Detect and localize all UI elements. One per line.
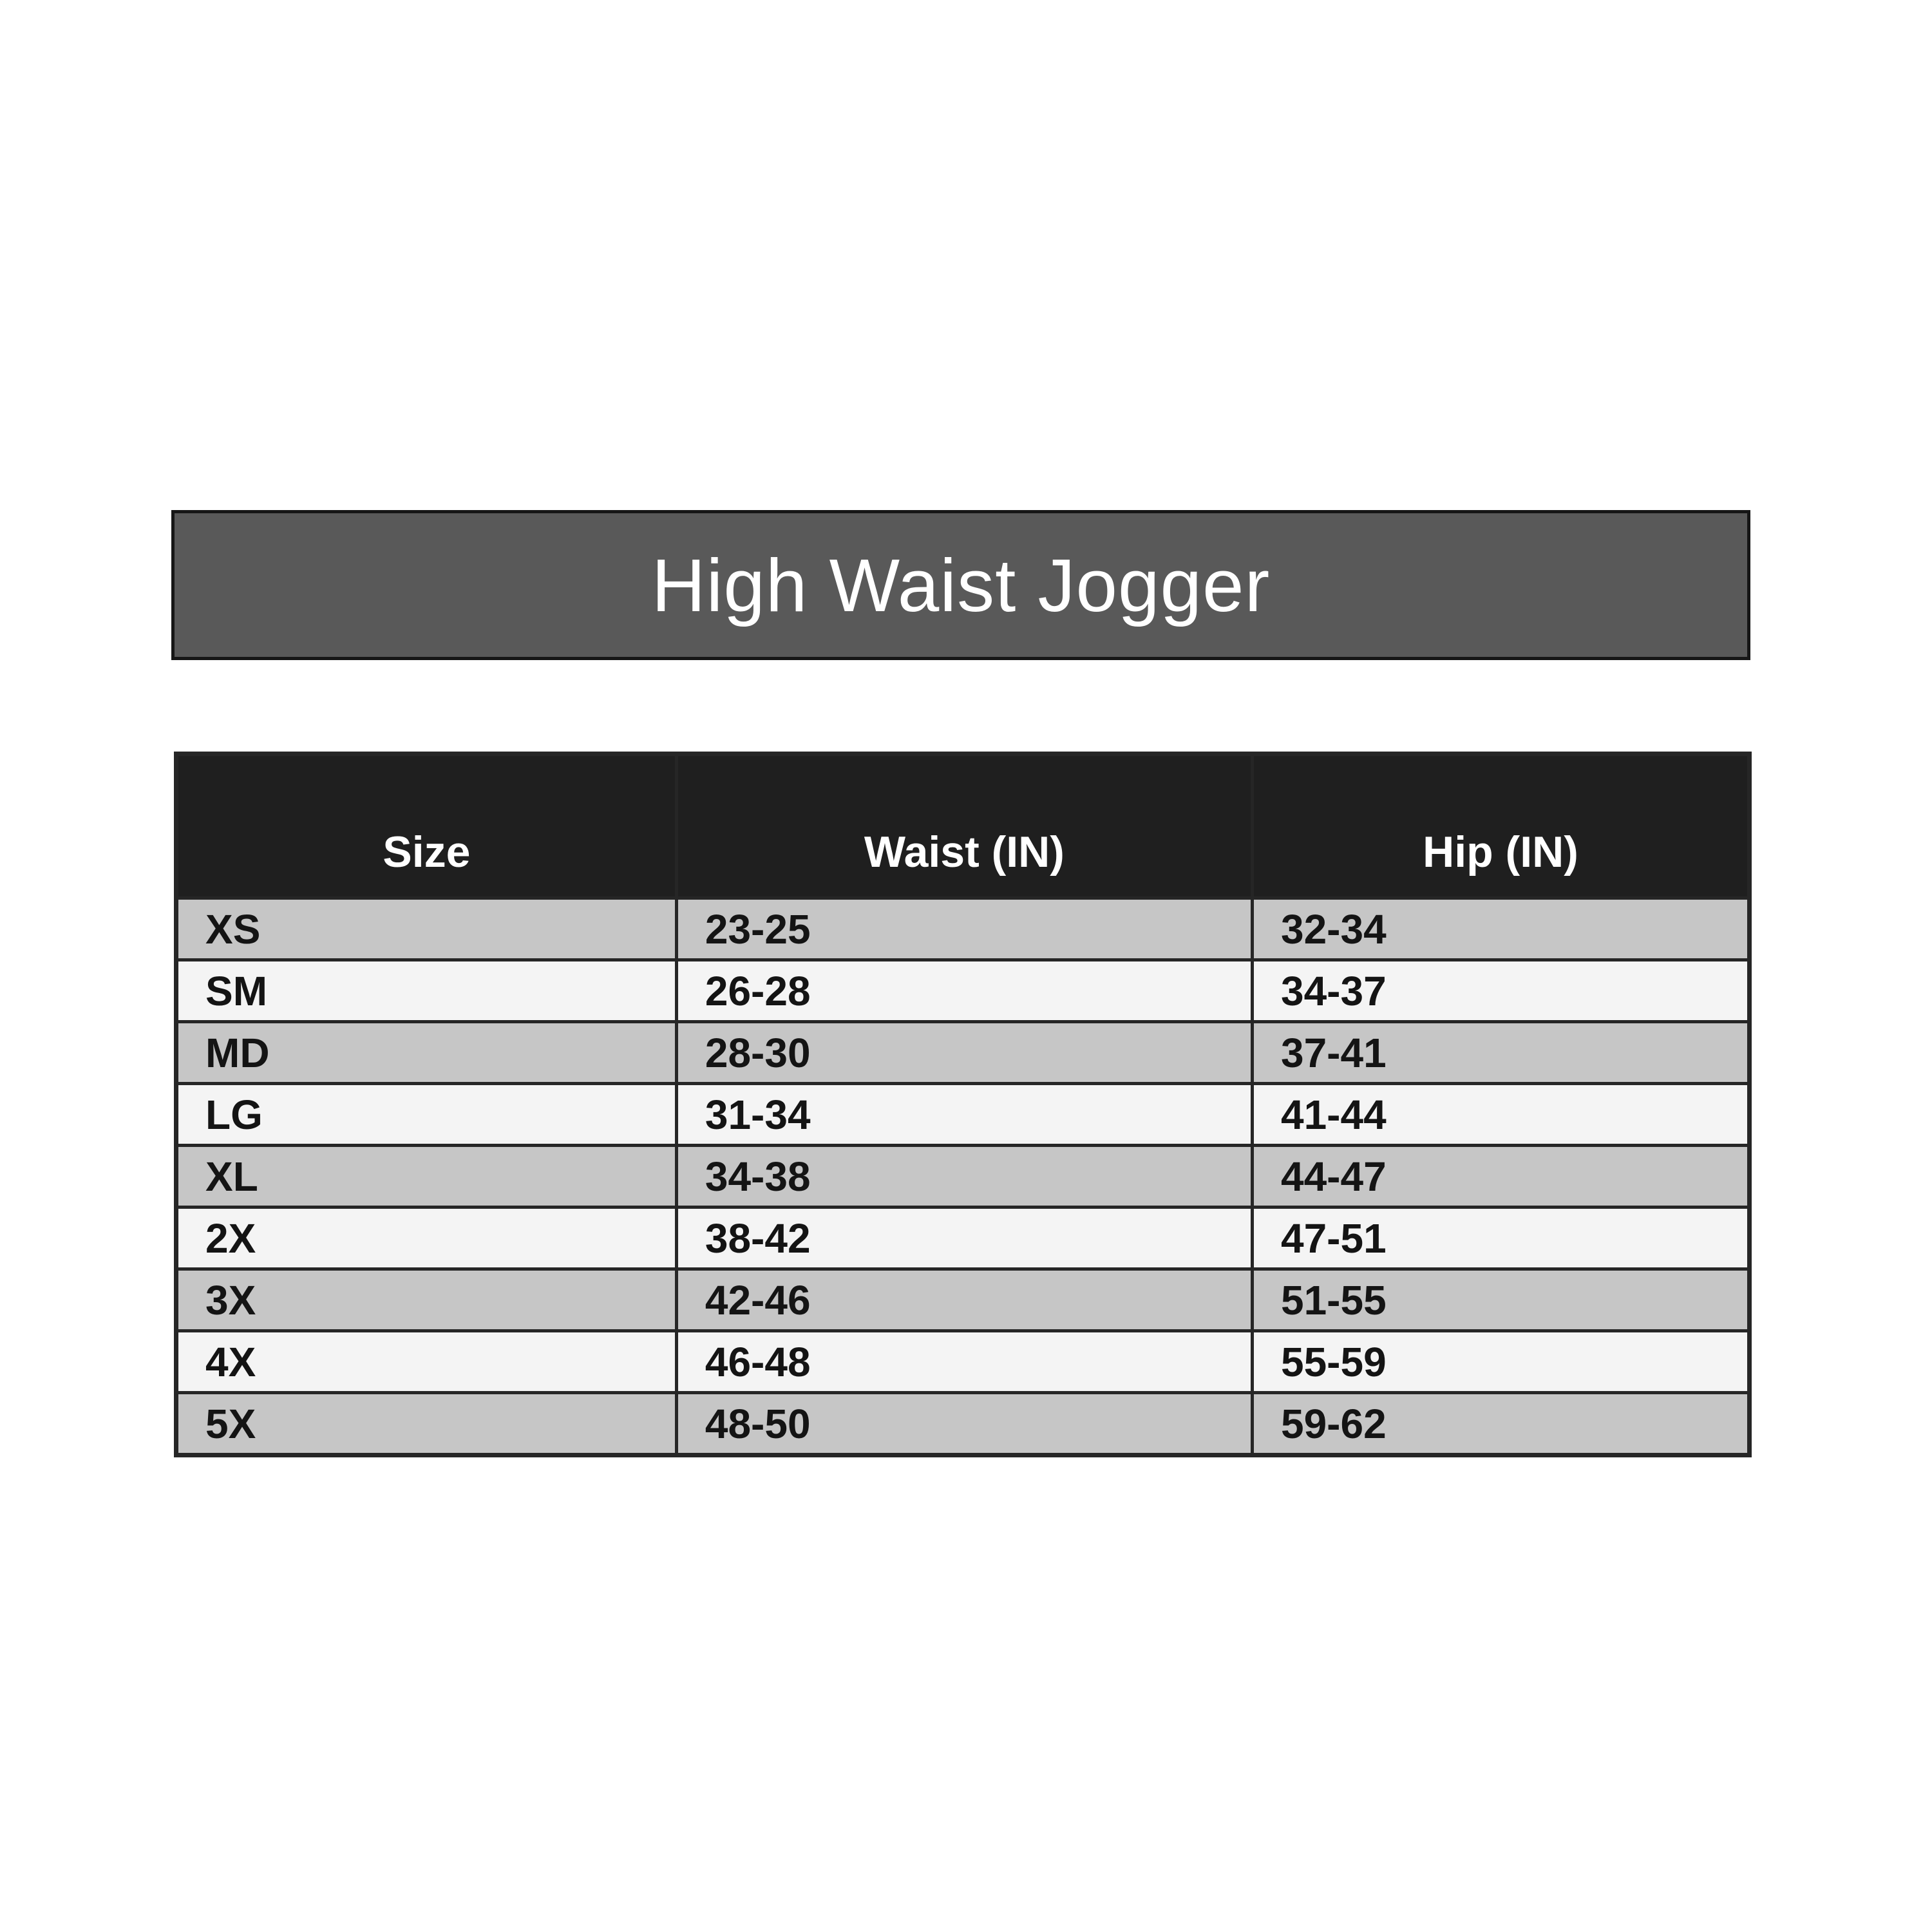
title-banner <box>171 510 1750 660</box>
size-cell: 2X <box>176 1208 677 1269</box>
hip-cell: 55-59 <box>1252 1331 1749 1393</box>
size-cell: XS <box>176 898 677 960</box>
table-row <box>176 1269 1750 1331</box>
table-row <box>176 898 1750 960</box>
size-cell: LG <box>176 1084 677 1146</box>
size-cell: 4X <box>176 1331 677 1393</box>
table-row <box>176 960 1750 1022</box>
size-chart-container <box>174 752 1752 1457</box>
waist-cell: 28-30 <box>676 1022 1252 1084</box>
hip-cell: 51-55 <box>1252 1269 1749 1331</box>
hip-cell: 47-51 <box>1252 1208 1749 1269</box>
table-row <box>176 1146 1750 1208</box>
column-header-hip: Hip (IN) <box>1252 754 1749 898</box>
table-row <box>176 1022 1750 1084</box>
waist-cell: 42-46 <box>676 1269 1252 1331</box>
table-row <box>176 1393 1750 1455</box>
hip-cell: 34-37 <box>1252 960 1749 1022</box>
size-cell: SM <box>176 960 677 1022</box>
column-header-size: Size <box>176 754 677 898</box>
size-cell: 5X <box>176 1393 677 1455</box>
size-cell: MD <box>176 1022 677 1084</box>
table-row <box>176 1084 1750 1146</box>
table-row <box>176 1331 1750 1393</box>
table-row <box>176 1208 1750 1269</box>
page-title: High Waist Jogger <box>651 543 1271 627</box>
hip-cell: 32-34 <box>1252 898 1749 960</box>
waist-cell: 31-34 <box>676 1084 1252 1146</box>
hip-cell: 59-62 <box>1252 1393 1749 1455</box>
table-body <box>176 898 1750 1455</box>
size-cell: XL <box>176 1146 677 1208</box>
waist-cell: 38-42 <box>676 1208 1252 1269</box>
size-chart-table <box>174 752 1752 1457</box>
waist-cell: 34-38 <box>676 1146 1252 1208</box>
waist-cell: 46-48 <box>676 1331 1252 1393</box>
size-cell: 3X <box>176 1269 677 1331</box>
waist-cell: 23-25 <box>676 898 1252 960</box>
hip-cell: 44-47 <box>1252 1146 1749 1208</box>
waist-cell: 26-28 <box>676 960 1252 1022</box>
column-header-waist: Waist (IN) <box>676 754 1252 898</box>
hip-cell: 41-44 <box>1252 1084 1749 1146</box>
table-header-row <box>176 754 1750 898</box>
waist-cell: 48-50 <box>676 1393 1252 1455</box>
hip-cell: 37-41 <box>1252 1022 1749 1084</box>
